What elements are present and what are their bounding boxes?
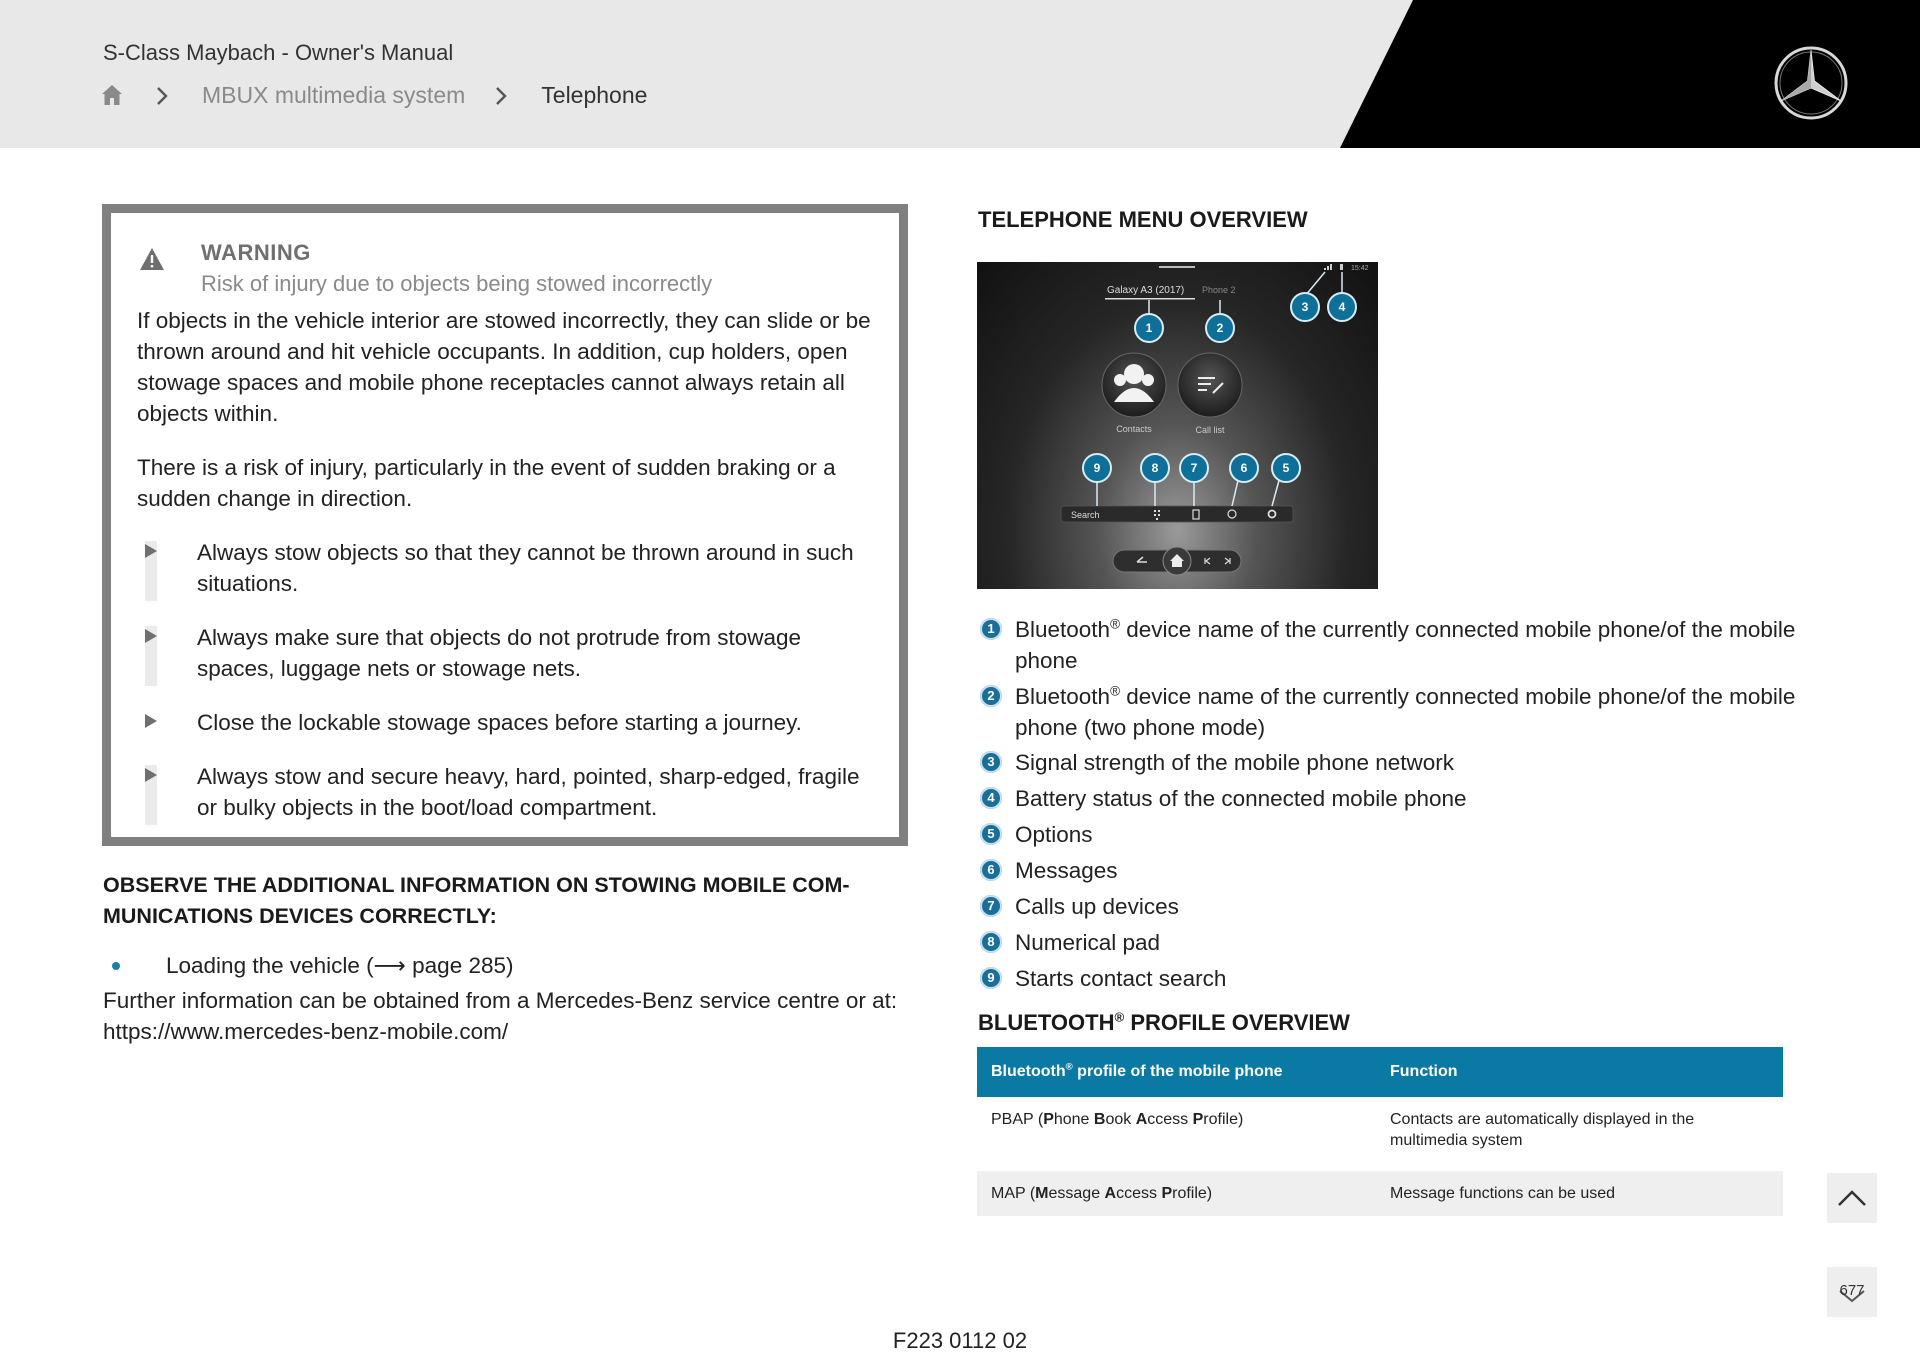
telephone-menu-title: TELEPHONE MENU OVERVIEW (978, 207, 1308, 232)
breadcrumb (100, 82, 647, 109)
list-item: Always make sure that objects do not protrude from stowage spaces, luggage nets or stowage nets. (137, 622, 877, 684)
legend-item: 8 Numerical pad (978, 927, 1808, 958)
function-cell: Message functions can be used (1376, 1171, 1783, 1216)
legend-item: 2 Bluetooth® device name of the currently connected mobile phone/of the mobile phone (two phone mode) (978, 681, 1808, 743)
page-number-button[interactable] (1827, 1267, 1877, 1317)
bluetooth-profile-table (977, 1047, 1783, 1216)
further-information: Further information can be obtained from a Mercedes-Benz service centre or at: https://www.mercedes-benz-mobile.com/ (103, 988, 898, 1044)
callout-1: 1 (1145, 321, 1153, 335)
list-item: Close the lockable stowage spaces before starting a journey. (137, 707, 877, 738)
warning-body (137, 305, 877, 846)
legend-item: 3 Signal strength of the mobile phone network (978, 747, 1808, 778)
contacts-label: Contacts (1116, 424, 1152, 434)
figure-code: F223 0112 02 (892, 1328, 1028, 1353)
arrow-right-icon (145, 629, 157, 643)
number-badge-icon: 9 (980, 967, 1002, 989)
loading-vehicle-link[interactable]: Loading the vehicle (⟶ page 285) (103, 953, 514, 979)
warning-paragraph: There is a risk of injury, particularly in the event of sudden braking or a sudden change in direction. (137, 455, 836, 511)
document-title: S-Class Maybach - Owner's Manual (103, 40, 454, 65)
number-badge-icon: 8 (980, 931, 1002, 953)
observe-heading: OBSERVE THE ADDITIONAL INFORMATION ON STOWING MOBILE COM- MUNICATIONS DEVICES CORRECTLY: (103, 873, 850, 928)
warning-paragraph: If objects in the vehicle interior are stowed incorrectly, they can slide or be thrown around and hit vehicle occupants. In addition, cup holders, open stowage spaces and mobile phone receptacles cannot always retain all objects within. (137, 308, 871, 426)
legend-item: 1 Bluetooth® device name of the currently connected mobile phone/of the mobile phone (978, 614, 1808, 676)
table-row (977, 1097, 1783, 1171)
signal-strength-icon (1324, 264, 1332, 270)
chevron-right-icon (491, 84, 511, 108)
legend-item: 5 Options (978, 819, 1808, 850)
legend-item: 4 Battery status of the connected mobile phone (978, 783, 1808, 814)
callout-7: 7 (1190, 461, 1198, 475)
breadcrumb-current: Telephone (541, 82, 648, 108)
page-header (0, 0, 1920, 148)
callout-6: 6 (1240, 461, 1248, 475)
list-item: Always stow objects so that they cannot be thrown around in such situations. (137, 537, 877, 599)
warning-box (102, 204, 908, 846)
callout-5: 5 (1282, 461, 1290, 475)
page-number: 677 (1839, 1282, 1865, 1299)
mercedes-star-logo (1773, 45, 1849, 121)
number-badge-icon: 3 (980, 751, 1002, 773)
phone2-tab: Phone 2 (1202, 285, 1236, 295)
scroll-up-button[interactable] (1827, 1173, 1877, 1223)
profile-cell: MAP (Message Access Profile) (977, 1171, 1376, 1216)
device-tab: Galaxy A3 (2017) (1107, 285, 1185, 296)
breadcrumb-link-mbux[interactable]: MBUX multimedia system (202, 82, 466, 108)
call-list-label: Call list (1195, 425, 1225, 435)
telephone-menu-legend (978, 614, 1808, 994)
legend-item: 7 Calls up devices (978, 891, 1808, 922)
home-icon[interactable] (100, 83, 126, 109)
arrow-right-icon (145, 544, 157, 558)
warning-triangle-icon (139, 247, 165, 271)
battery-icon (1340, 264, 1343, 270)
bluetooth-profile-title: BLUETOOTH® PROFILE OVERVIEW (978, 1009, 1350, 1035)
clock: 15:42 (1351, 265, 1369, 272)
column-header-function: Function (1376, 1047, 1783, 1097)
number-badge-icon: 7 (980, 895, 1002, 917)
table-row (977, 1171, 1783, 1216)
arrow-right-icon (145, 768, 157, 782)
legend-item: 9 Starts contact search (978, 963, 1808, 994)
callout-8: 8 (1151, 461, 1159, 475)
number-badge-icon: 6 (980, 859, 1002, 881)
warning-instructions (137, 537, 877, 823)
callout-2: 2 (1216, 321, 1224, 335)
column-header-profile: Bluetooth® profile of the mobile phone (977, 1047, 1376, 1097)
number-badge-icon: 2 (980, 685, 1002, 707)
callout-3: 3 (1301, 300, 1309, 314)
number-badge-icon: 1 (980, 618, 1002, 640)
callout-4: 4 (1338, 300, 1346, 314)
table-header-row (977, 1047, 1783, 1097)
warning-title: WARNING (201, 240, 311, 265)
number-badge-icon: 5 (980, 823, 1002, 845)
chevron-right-icon (152, 84, 172, 108)
number-badge-icon: 4 (980, 787, 1002, 809)
bullet-dot-icon (112, 962, 120, 970)
search-label: Search (1071, 510, 1100, 520)
contacts-button[interactable] (1102, 353, 1166, 417)
arrow-right-icon (145, 714, 157, 728)
chevron-up-icon (1837, 1188, 1867, 1208)
function-cell: Contacts are automatically displayed in the multimedia system (1390, 1111, 1695, 1149)
legend-item: 6 Messages (978, 855, 1808, 886)
callout-9: 9 (1093, 461, 1101, 475)
telephone-menu-screenshot (977, 262, 1378, 589)
warning-subtitle: Risk of injury due to objects being stowed incorrectly (201, 271, 713, 296)
list-item: Always stow and secure heavy, hard, pointed, sharp-edged, fragile or bulky objects in the boot/load compartment. (137, 761, 877, 823)
profile-cell: PBAP (Phone Book Access Profile) (991, 1111, 1244, 1128)
